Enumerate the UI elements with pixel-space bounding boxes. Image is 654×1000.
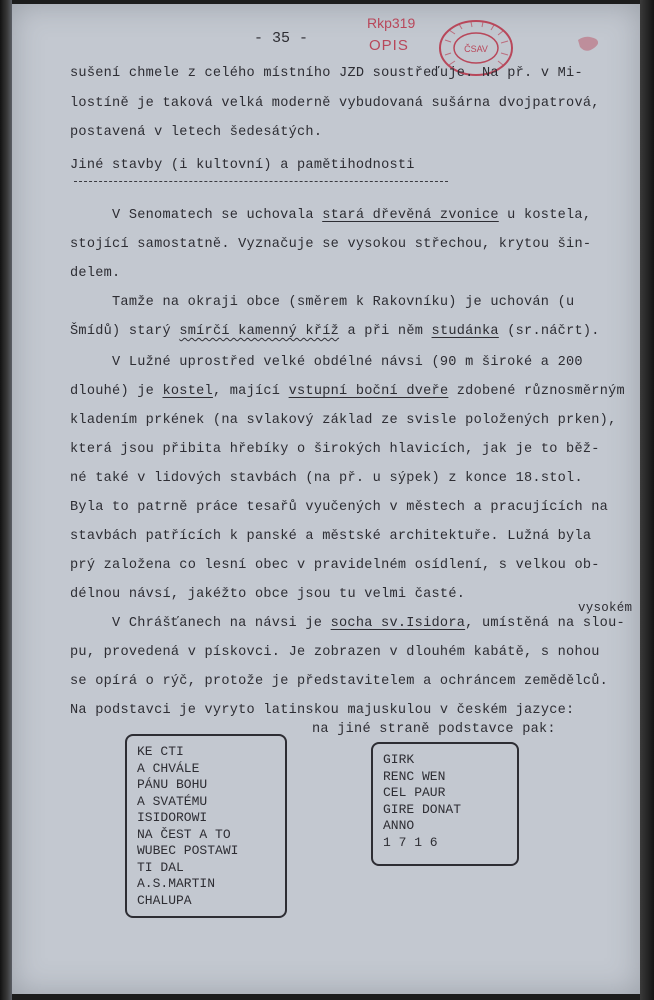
underlined-term: stará dřevěná zvonice	[322, 208, 499, 223]
inscription-line: WUBEC POSTAWI	[137, 843, 239, 858]
inscription-box-side	[371, 742, 519, 866]
body-line: stojící samostatně. Vyznačuje se vysokou střechou, krytou šin-	[70, 237, 592, 252]
inscription-line: GIRE DONAT	[383, 801, 462, 817]
body-line: delem.	[70, 266, 121, 281]
scan-edge-shadow	[640, 0, 654, 1000]
body-line: prý založena co lesní obec v pravidelném osídlení, s velkou ob-	[70, 558, 600, 573]
copy-stamp: OPIS	[369, 37, 409, 54]
body-line: né také v lidových stavbách (na př. u sýpek) z konce 18.stol.	[70, 471, 583, 486]
underlined-term: smírčí kamenný kříž	[179, 324, 340, 339]
body-line: V Chrášťanech na návsi je socha sv.Isidora, umístěná na slou-	[112, 616, 625, 631]
underlined-term: vstupní boční dveře	[288, 384, 449, 399]
seal-center-text: ČSAV	[464, 44, 488, 54]
inscription-line: PÁNU BOHU	[137, 777, 208, 792]
underlined-term: kostel	[162, 384, 213, 399]
body-line: Šmídů) starý smírčí kamenný kříž a při něm studánka (sr.náčrt).	[70, 324, 600, 339]
body-line: kladením prkének (na svlakový základ ze svisle položených prken),	[70, 413, 617, 428]
inscription-line: ISIDOROWI	[137, 810, 208, 825]
body-line: lostíně je taková velká moderně vybudovaná sušárna dvojpatrová,	[70, 96, 600, 111]
inscription-line: A SVATÉMU	[137, 793, 208, 809]
inscription-line: RENC WEN	[383, 768, 446, 784]
body-line: která jsou přibita hřebíky o širokých hlavicích, jak je to běž-	[70, 442, 600, 457]
inscription-line: NA ČEST A TO	[137, 826, 231, 842]
inscription-box-front	[125, 734, 287, 918]
archive-code-stamp: Rkp319	[367, 15, 416, 31]
inscription-line: A.S.MARTIN	[137, 876, 216, 891]
body-line: V Lužné uprostřed velké obdélné návsi (90 m široké a 200	[112, 355, 583, 370]
body-line: na jiné straně podstavce pak:	[312, 722, 556, 737]
body-line: postavená v letech šedesátých.	[70, 125, 323, 140]
handwritten-insertion: vysokém	[578, 601, 633, 615]
inscription-line: GIRK	[383, 752, 415, 767]
heading-dashed-rule	[74, 181, 448, 182]
inscription-line: ANNO	[383, 818, 415, 833]
page-number: - 35 -	[254, 30, 309, 47]
book-binding-edge	[0, 0, 12, 1000]
section-heading: Jiné stavby (i kultovní) a pamětihodnosti	[70, 158, 415, 173]
body-line: dlouhé) je kostel, mající vstupní boční dveře zdobené různosměrným	[70, 384, 625, 399]
body-line: V Senomatech se uchovala stará dřevěná zvonice u kostela,	[112, 208, 592, 223]
document-page	[12, 4, 640, 994]
underlined-term: socha sv.Isidora	[330, 616, 466, 631]
body-line: Byla to patrně práce tesařů vyučených v městech a pracujících na	[70, 500, 609, 515]
body-line: pu, provedená v pískovci. Je zobrazen v dlouhém kabátě, s nohou	[70, 645, 600, 660]
inscription-line: CHALUPA	[137, 892, 192, 908]
inscription-line: TI DAL	[137, 859, 184, 875]
inscription-line: 1 7 1 6	[383, 834, 438, 850]
underlined-term: studánka	[431, 324, 499, 339]
body-line: Tamže na okraji obce (směrem k Rakovníku) je uchován (u	[112, 295, 575, 310]
body-line: délnou návsí, jakéžto obce jsou tu velmi časté.	[70, 587, 466, 602]
ink-mark-icon	[574, 30, 604, 60]
inscription-line: CEL PAUR	[383, 785, 446, 800]
body-line: Na podstavci je vyryto latinskou majuskulou v českém jazyce:	[70, 703, 575, 718]
body-line: se opírá o rýč, protože je představitelem a ochráncem zemědělců.	[70, 674, 609, 689]
body-line: sušení chmele z celého místního JZD soustřeďuje. Na př. v Mi-	[70, 66, 583, 81]
body-line: stavbách patřících k panské a městské architektuře. Lužná byla	[70, 529, 592, 544]
inscription-line: A CHVÁLE	[137, 760, 200, 776]
inscription-line: KE CTI	[137, 744, 184, 759]
